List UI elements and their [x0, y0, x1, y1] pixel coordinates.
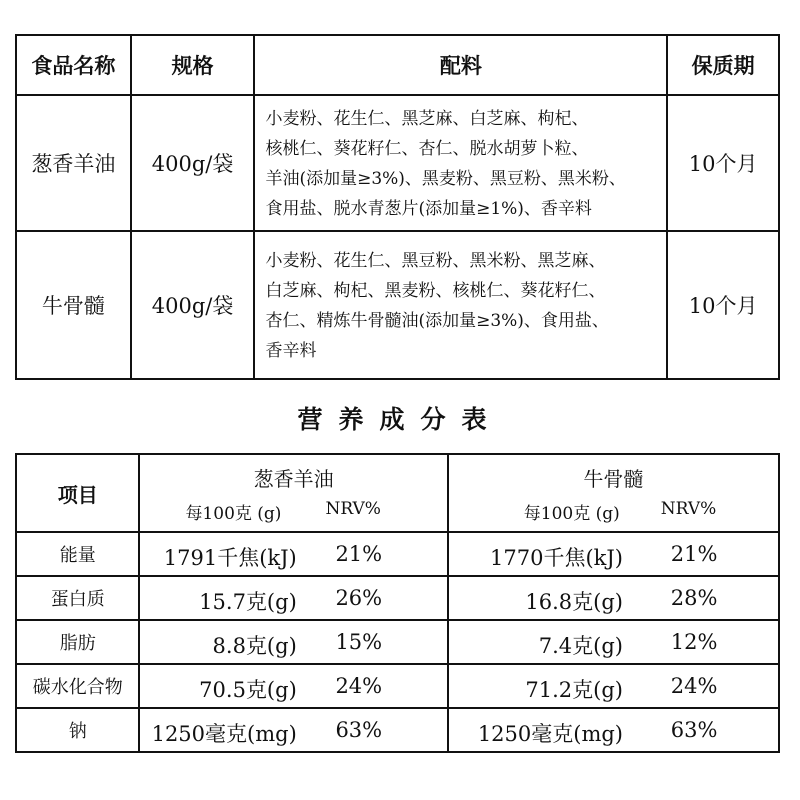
- product-2-name: 牛骨髓: [583, 467, 644, 491]
- amount-value: 1770千焦(kJ): [490, 546, 623, 570]
- nrv-value: 63%: [670, 718, 718, 742]
- product-table-header-row: [16, 35, 779, 95]
- per-100g-label: 每100克 (g): [185, 504, 282, 524]
- ingredients-line: 白芝麻、枸杞、黑麦粉、核桃仁、葵花籽仁、: [265, 281, 606, 301]
- product-2-values: [448, 532, 779, 576]
- product-shelf-life: 10个月: [667, 95, 779, 231]
- nrv-value: 12%: [670, 630, 718, 654]
- nrv-value: 21%: [335, 542, 383, 566]
- table-row: [16, 231, 779, 379]
- product-2-values: [448, 708, 779, 752]
- nrv-value: 63%: [335, 718, 383, 742]
- nrv-label: NRV%: [660, 499, 717, 519]
- table-row: [16, 576, 779, 620]
- nrv-value: 24%: [335, 674, 383, 698]
- amount-value: 7.4克(g): [538, 634, 623, 658]
- per-100g-label: 每100克 (g): [523, 504, 620, 524]
- header-ingredients: 配料: [254, 35, 667, 95]
- ingredients-line: 食用盐、脱水青葱片(添加量≥1%)、香辛料: [265, 199, 592, 219]
- table-row: [16, 620, 779, 664]
- amount-value: 1791千焦(kJ): [163, 546, 297, 570]
- nrv-value: 28%: [670, 586, 718, 610]
- product-name: 葱香羊油: [16, 95, 131, 231]
- product-1-values: [139, 708, 447, 752]
- nrv-value: 24%: [670, 674, 718, 698]
- amount-value: 70.5克(g): [199, 678, 297, 702]
- product-1-values: [139, 576, 447, 620]
- product-ingredients: [254, 95, 667, 231]
- ingredients-line: 香辛料: [265, 341, 317, 361]
- table-row: [16, 708, 779, 752]
- nrv-value: 26%: [335, 586, 383, 610]
- header-spec: 规格: [131, 35, 255, 95]
- table-row: [16, 95, 779, 231]
- nrv-value: 21%: [670, 542, 718, 566]
- amount-value: 16.8克(g): [525, 590, 623, 614]
- header-shelf-life: 保质期: [667, 35, 779, 95]
- product-1-values: [139, 532, 447, 576]
- product-1-name: 葱香羊油: [253, 467, 334, 491]
- product-2-values: [448, 576, 779, 620]
- nutrient-name: 脂肪: [16, 620, 139, 664]
- product-shelf-life: 10个月: [667, 231, 779, 379]
- nutrition-header-row: [16, 454, 779, 532]
- amount-value: 1250毫克(mg): [151, 722, 297, 746]
- product-spec: 400g/袋: [131, 95, 255, 231]
- nutrition-facts-table: [15, 453, 780, 753]
- amount-value: 15.7克(g): [199, 590, 297, 614]
- product-name: 牛骨髓: [16, 231, 131, 379]
- nrv-value: 15%: [335, 630, 383, 654]
- product-info-table: [15, 34, 780, 380]
- ingredients-line: 小麦粉、花生仁、黑豆粉、黑米粉、黑芝麻、: [265, 251, 606, 271]
- product-ingredients: [254, 231, 667, 379]
- amount-value: 8.8克(g): [212, 634, 297, 658]
- header-product-1: [139, 454, 447, 532]
- product-2-values: [448, 664, 779, 708]
- nrv-label: NRV%: [325, 499, 381, 519]
- product-1-values: [139, 620, 447, 664]
- ingredients-line: 核桃仁、葵花籽仁、杏仁、脱水胡萝卜粒、: [265, 139, 589, 159]
- ingredients-line: 杏仁、精炼牛骨髓油(添加量≥3%)、食用盐、: [265, 311, 609, 331]
- amount-value: 1250毫克(mg): [477, 722, 623, 746]
- nutrient-name: 能量: [16, 532, 139, 576]
- header-food-name: 食品名称: [16, 35, 131, 95]
- nutrient-name: 蛋白质: [16, 576, 139, 620]
- header-product-2: [448, 454, 779, 532]
- nutrient-name: 钠: [16, 708, 139, 752]
- amount-value: 71.2克(g): [525, 678, 623, 702]
- ingredients-line: 羊油(添加量≥3%)、黑麦粉、黑豆粉、黑米粉、: [265, 169, 626, 189]
- table-row: [16, 664, 779, 708]
- product-1-values: [139, 664, 447, 708]
- ingredients-line: 小麦粉、花生仁、黑芝麻、白芝麻、枸杞、: [265, 109, 589, 129]
- nutrition-table-title: 营养成分表: [297, 405, 503, 434]
- header-item: 项目: [16, 454, 139, 532]
- nutrient-name: 碳水化合物: [16, 664, 139, 708]
- product-spec: 400g/袋: [131, 231, 255, 379]
- table-row: [16, 532, 779, 576]
- product-2-values: [448, 620, 779, 664]
